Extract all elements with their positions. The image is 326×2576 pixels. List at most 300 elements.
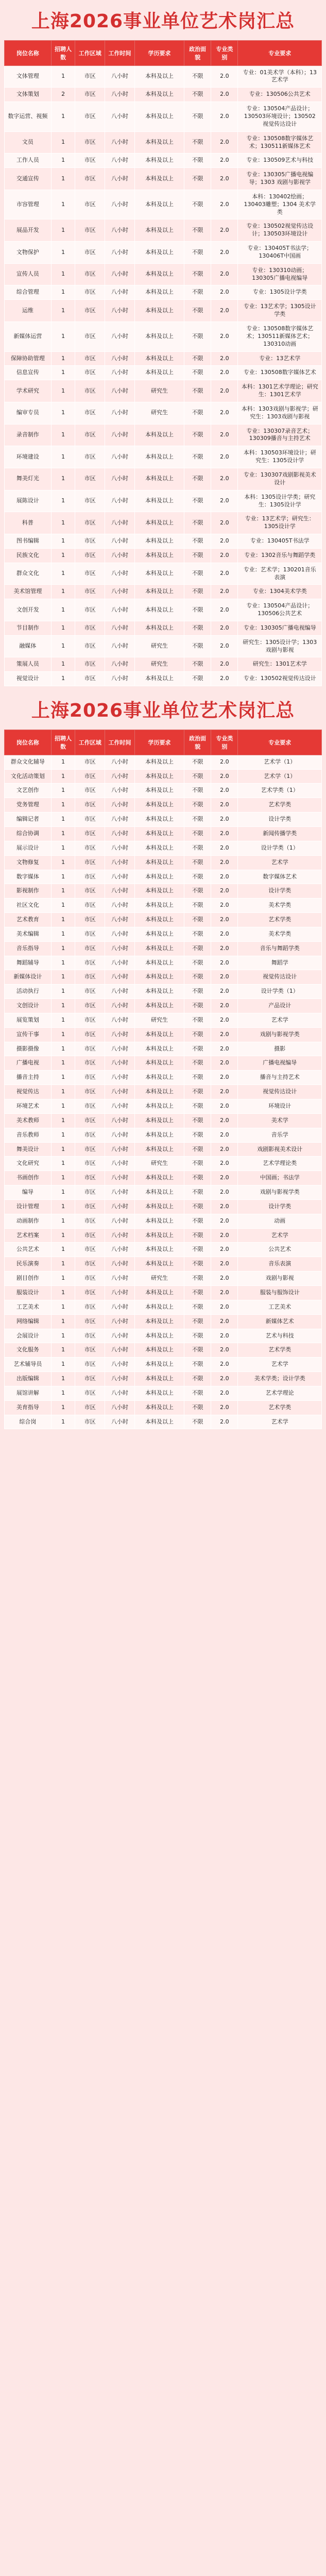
table-cell: 不限 [184,512,211,534]
table-cell: 本科：1301艺术学理论；研究生：1301艺术学 [238,380,322,402]
table-cell: 文体策划 [5,88,52,102]
table-cell: 专业：01美术学（本科）；13 艺术学 [238,65,322,88]
table-cell: 本科及以上 [134,563,184,585]
table-cell: 八小时 [105,1113,135,1128]
table-cell: 不限 [184,1372,211,1386]
table-cell: 八小时 [105,285,135,300]
table-cell: 八小时 [105,970,135,985]
table-cell: 不限 [184,970,211,985]
table-cell: 八小时 [105,635,135,657]
table-cell: 文员 [5,131,52,154]
table-cell: 八小时 [105,798,135,812]
table-cell: 八小时 [105,1099,135,1114]
table-cell: 研究生：1305设计学；1303戏剧与影视 [238,635,322,657]
table-cell: 八小时 [105,985,135,999]
table-cell: 本科及以上 [134,548,184,563]
table-cell: 市区 [75,1300,105,1314]
table-cell: 2.0 [211,168,238,190]
table-cell: 2.0 [211,285,238,300]
table-cell: 不限 [184,1013,211,1027]
table-cell: 本科及以上 [134,769,184,784]
table-cell: 1 [51,1243,75,1257]
table-cell: 八小时 [105,899,135,913]
table-cell: 1 [51,168,75,190]
column-header: 工作区域 [75,40,105,65]
table-cell: 本科：130503环境设计；研究生：1305设计学 [238,446,322,468]
table-cell: 2.0 [211,512,238,534]
table-row [5,512,322,534]
table-cell: 2.0 [211,1113,238,1128]
table-cell: 服装设计 [5,1285,52,1300]
column-header: 工作区域 [75,730,105,755]
table-cell: 不限 [184,219,211,242]
table-cell: 八小时 [105,1013,135,1027]
table-cell: 编导 [5,1185,52,1200]
table-cell: 八小时 [105,1329,135,1343]
table-cell: 八小时 [105,1185,135,1200]
table-cell: 八小时 [105,1257,135,1272]
table-cell: 八小时 [105,599,135,621]
table-cell: 研究生：1301艺术学 [238,657,322,672]
table-cell: 2.0 [211,88,238,102]
table-cell: 宣传人员 [5,263,52,285]
table-cell: 1 [51,585,75,599]
table-cell: 本科及以上 [134,812,184,827]
table-cell: 本科及以上 [134,1400,184,1415]
table-cell: 2.0 [211,446,238,468]
table-cell: 文艺创作 [5,784,52,798]
table-row [5,1415,322,1429]
table-cell: 1 [51,899,75,913]
table-cell: 1 [51,534,75,549]
table-cell: 展陈设计 [5,490,52,512]
table-cell: 不限 [184,1027,211,1042]
table-cell: 新媒体运营 [5,322,52,352]
table-cell: 本科及以上 [134,219,184,242]
table-cell: 八小时 [105,1042,135,1056]
table-cell: 1 [51,65,75,88]
column-header: 招聘人数 [51,730,75,755]
table-cell: 2.0 [211,380,238,402]
table-row [5,1199,322,1214]
table-row [5,1285,322,1300]
table-cell: 本科：1303戏剧与影视学；研究生：1303戏剧与影视 [238,402,322,424]
table-cell: 本科及以上 [134,154,184,168]
table-cell: 1 [51,1272,75,1286]
table-cell: 1 [51,841,75,855]
table-cell: 1 [51,913,75,927]
table-cell: 融媒体 [5,635,52,657]
table-cell: 文物保护 [5,242,52,264]
table-cell: 本科及以上 [134,1042,184,1056]
table-cell: 研究生 [134,1272,184,1286]
table-cell: 本科及以上 [134,927,184,941]
table-cell: 展品开发 [5,219,52,242]
table-cell: 2.0 [211,985,238,999]
table-cell: 本科及以上 [134,956,184,970]
table-cell: 艺术学类 [238,1343,322,1358]
table-cell: 设计学类（1） [238,841,322,855]
table-row [5,1013,322,1027]
table-cell: 本科及以上 [134,1228,184,1243]
table-cell: 八小时 [105,190,135,219]
table-cell: 不限 [184,1157,211,1171]
table-cell: 不限 [184,855,211,870]
table-row [5,402,322,424]
table-cell: 2.0 [211,657,238,672]
table-cell: 不限 [184,154,211,168]
table-cell: 书画创作 [5,1171,52,1185]
table-cell: 市区 [75,599,105,621]
table-cell: 不限 [184,755,211,769]
table-cell: 2.0 [211,585,238,599]
table-cell: 艺术档案 [5,1228,52,1243]
table-row [5,784,322,798]
table-cell: 八小时 [105,956,135,970]
table-cell: 1 [51,219,75,242]
table-cell: 不限 [184,88,211,102]
table-cell: 不限 [184,366,211,380]
table-cell: 不限 [184,190,211,219]
table-cell: 不限 [184,1113,211,1128]
table-cell: 2.0 [211,1013,238,1027]
table-cell: 1 [51,1285,75,1300]
table-cell: 1 [51,300,75,322]
table-cell: 本科及以上 [134,131,184,154]
table-cell: 本科及以上 [134,884,184,899]
table-cell: 八小时 [105,855,135,870]
table-cell: 不限 [184,402,211,424]
section-2 [4,701,322,1429]
table-cell: 市区 [75,131,105,154]
table-cell: 保障协助管理 [5,351,52,366]
table-cell: 民族文化 [5,548,52,563]
table-cell: 市区 [75,884,105,899]
table-cell: 不限 [184,599,211,621]
table-cell: 不限 [184,1386,211,1400]
table-cell: 1 [51,263,75,285]
table-cell: 本科及以上 [134,1113,184,1128]
table-cell: 1 [51,131,75,154]
table-cell: 不限 [184,1071,211,1085]
table-cell: 本科及以上 [134,1071,184,1085]
table-cell: 本科及以上 [134,490,184,512]
table-cell: 舞蹈辅导 [5,956,52,970]
table-cell: 本科及以上 [134,855,184,870]
table-cell: 戏剧与影视学类 [238,1027,322,1042]
table-cell: 本科及以上 [134,446,184,468]
table-cell: 综合岗 [5,1415,52,1429]
table-cell: 2.0 [211,65,238,88]
table-cell: 市区 [75,1400,105,1415]
table-cell: 专业：13艺术学；研究生：1305设计学 [238,512,322,534]
column-header: 专业要求 [238,40,322,65]
table-row [5,168,322,190]
table-cell: 本科及以上 [134,1257,184,1272]
table-cell: 1 [51,1142,75,1157]
table-cell: 本科及以上 [134,784,184,798]
table-cell: 八小时 [105,1272,135,1286]
table-row [5,563,322,585]
table-cell: 市区 [75,927,105,941]
table-cell: 党务管理 [5,798,52,812]
table-cell: 服装与服饰设计 [238,1285,322,1300]
table-cell: 设计学类 [238,884,322,899]
table-cell: 节目制作 [5,621,52,635]
table-row [5,351,322,366]
table-cell: 2.0 [211,1056,238,1071]
table-cell: 八小时 [105,672,135,686]
table-cell: 八小时 [105,424,135,446]
table-cell: 不限 [184,263,211,285]
table-cell: 市区 [75,1214,105,1228]
table-cell: 市区 [75,1199,105,1214]
table-cell: 艺术学 [238,1415,322,1429]
table-cell: 八小时 [105,1386,135,1400]
table-cell: 市区 [75,446,105,468]
table-cell: 数字媒体 [5,870,52,884]
table-cell: 专业：130504产品设计；130503环境设计；130502视觉传达设计 [238,102,322,132]
column-header: 政治面貌 [184,40,211,65]
table-cell: 市区 [75,1113,105,1128]
table-cell: 剧目创作 [5,1272,52,1286]
table-row [5,798,322,812]
table-cell: 2.0 [211,672,238,686]
table-cell: 本科及以上 [134,285,184,300]
table-cell: 市区 [75,154,105,168]
table-cell: 市区 [75,913,105,927]
table-cell: 2.0 [211,1415,238,1429]
table-row [5,424,322,446]
table-cell: 不限 [184,985,211,999]
table-cell: 八小时 [105,1056,135,1071]
table-cell: 八小时 [105,300,135,322]
table-cell: 本科及以上 [134,755,184,769]
table-cell: 艺术与科技 [238,1329,322,1343]
table-cell: 文创开发 [5,599,52,621]
table-cell: 不限 [184,657,211,672]
table-cell: 2.0 [211,1314,238,1329]
table-cell: 2.0 [211,884,238,899]
table-cell: 数字媒体艺术 [238,870,322,884]
table-cell: 动画 [238,1214,322,1228]
table-cell: 艺术学 [238,855,322,870]
column-header: 工作时间 [105,40,135,65]
table-cell: 不限 [184,899,211,913]
table-row [5,190,322,219]
table-cell: 本科及以上 [134,168,184,190]
table-cell: 1 [51,672,75,686]
table-cell: 不限 [184,351,211,366]
table-cell: 市区 [75,1013,105,1027]
table-cell: 市区 [75,512,105,534]
table-cell: 宣传干事 [5,1027,52,1042]
table-cell: 1 [51,242,75,264]
table-row [5,154,322,168]
table-cell: 市区 [75,351,105,366]
table-row [5,102,322,132]
table-cell: 本科及以上 [134,841,184,855]
table-row [5,1243,322,1257]
table-cell: 不限 [184,1056,211,1071]
table-cell: 不限 [184,285,211,300]
table-cell: 设计管理 [5,1199,52,1214]
table-row [5,1386,322,1400]
table-cell: 群众文化 [5,563,52,585]
table-cell: 1 [51,402,75,424]
table-cell: 市区 [75,366,105,380]
table-cell: 2.0 [211,798,238,812]
table-cell: 市区 [75,1185,105,1200]
table-cell: 1 [51,635,75,657]
table-cell: 市区 [75,219,105,242]
table-cell: 2.0 [211,621,238,635]
table-row [5,855,322,870]
column-header: 学历要求 [134,730,184,755]
table-cell: 不限 [184,841,211,855]
table-cell: 摄影 [238,1042,322,1056]
table-cell: 专业：130504产品设计；130506公共艺术 [238,599,322,621]
table-cell: 市区 [75,1358,105,1372]
table-cell: 1 [51,1343,75,1358]
table-cell: 2.0 [211,635,238,657]
table-cell: 市区 [75,1085,105,1099]
table-cell: 不限 [184,999,211,1013]
table-cell: 艺术学 [238,1358,322,1372]
table-row [5,322,322,352]
table-cell: 不限 [184,1199,211,1214]
table-cell: 市区 [75,1329,105,1343]
table-cell: 2.0 [211,870,238,884]
table-cell: 本科及以上 [134,300,184,322]
table-cell: 本科及以上 [134,1214,184,1228]
table-row [5,970,322,985]
table-cell: 专业：13艺术学 [238,351,322,366]
table-cell: 市区 [75,1343,105,1358]
table-cell: 2.0 [211,1243,238,1257]
table-cell: 本科及以上 [134,999,184,1013]
table-cell: 2.0 [211,300,238,322]
table-cell: 新闻传播学类 [238,826,322,841]
table-cell: 不限 [184,1300,211,1314]
table-cell: 八小时 [105,1358,135,1372]
table-cell: 工艺美术 [238,1300,322,1314]
table-row [5,657,322,672]
table-cell: 2.0 [211,1329,238,1343]
table-cell: 1 [51,1214,75,1228]
table-cell: 不限 [184,1272,211,1286]
table-row [5,65,322,88]
table-cell: 2.0 [211,1285,238,1300]
table-cell: 研究生 [134,635,184,657]
column-header: 专业类别 [211,730,238,755]
table-cell: 本科及以上 [134,534,184,549]
table-cell: 八小时 [105,548,135,563]
table-cell: 2.0 [211,841,238,855]
table-cell: 本科及以上 [134,65,184,88]
table-cell: 美术馆管理 [5,585,52,599]
table-cell: 八小时 [105,446,135,468]
table-cell: 不限 [184,1358,211,1372]
table-cell: 不限 [184,168,211,190]
table-row [5,548,322,563]
table-cell: 不限 [184,585,211,599]
table-cell: 影视制作 [5,884,52,899]
table-cell: 八小时 [105,322,135,352]
table-cell: 音乐表演 [238,1257,322,1272]
table-cell: 本科及以上 [134,941,184,956]
table-cell: 美术学类 [238,899,322,913]
table-cell: 学术研究 [5,380,52,402]
table-cell: 舞蹈学 [238,956,322,970]
table-cell: 2.0 [211,490,238,512]
table-cell: 1 [51,366,75,380]
table-cell: 2.0 [211,970,238,985]
table-cell: 1 [51,884,75,899]
table-cell: 八小时 [105,263,135,285]
table-cell: 不限 [184,548,211,563]
table-cell: 1 [51,190,75,219]
table-cell: 2.0 [211,366,238,380]
table-cell: 2.0 [211,322,238,352]
table-cell: 八小时 [105,621,135,635]
table-cell: 2.0 [211,1358,238,1372]
table-cell: 不限 [184,826,211,841]
table-cell: 2.0 [211,899,238,913]
table-cell: 2.0 [211,812,238,827]
table-row [5,1228,322,1243]
table-cell: 不限 [184,322,211,352]
table-cell: 视觉设计 [5,672,52,686]
table-cell: 1 [51,970,75,985]
table-cell: 1 [51,1013,75,1027]
table-cell: 本科及以上 [134,424,184,446]
table-cell: 八小时 [105,1128,135,1142]
table-cell: 不限 [184,769,211,784]
table-cell: 八小时 [105,585,135,599]
table-cell: 本科及以上 [134,242,184,264]
table-cell: 1 [51,1400,75,1415]
table-cell: 专业：1304美术学类 [238,585,322,599]
table-cell: 1 [51,285,75,300]
table-cell: 1 [51,657,75,672]
table-cell: 美术学类 [238,927,322,941]
table-cell: 不限 [184,798,211,812]
table-cell: 1 [51,999,75,1013]
table-row [5,285,322,300]
table-row [5,1099,322,1114]
table-cell: 不限 [184,1243,211,1257]
table-row [5,870,322,884]
table-cell: 八小时 [105,913,135,927]
table-cell: 专业：130307戏剧影视美术设计 [238,468,322,490]
table-cell: 不限 [184,956,211,970]
table-cell: 1 [51,826,75,841]
table-cell: 戏剧影视美术设计 [238,1142,322,1157]
table-cell: 市区 [75,784,105,798]
table-cell: 广播电视 [5,1056,52,1071]
table-cell: 专业：130502视觉传达设计 [238,672,322,686]
table-header-row [5,730,322,755]
table-cell: 本科及以上 [134,1300,184,1314]
table-cell: 专业：130305广播电视编导；1303 戏剧与影视学 [238,168,322,190]
column-header: 岗位名称 [5,730,52,755]
table-cell: 八小时 [105,534,135,549]
table-cell: 专业：艺术学；130201音乐表演 [238,563,322,585]
table-cell: 群众文化辅导 [5,755,52,769]
table-cell: 八小时 [105,1214,135,1228]
table-cell: 2.0 [211,402,238,424]
